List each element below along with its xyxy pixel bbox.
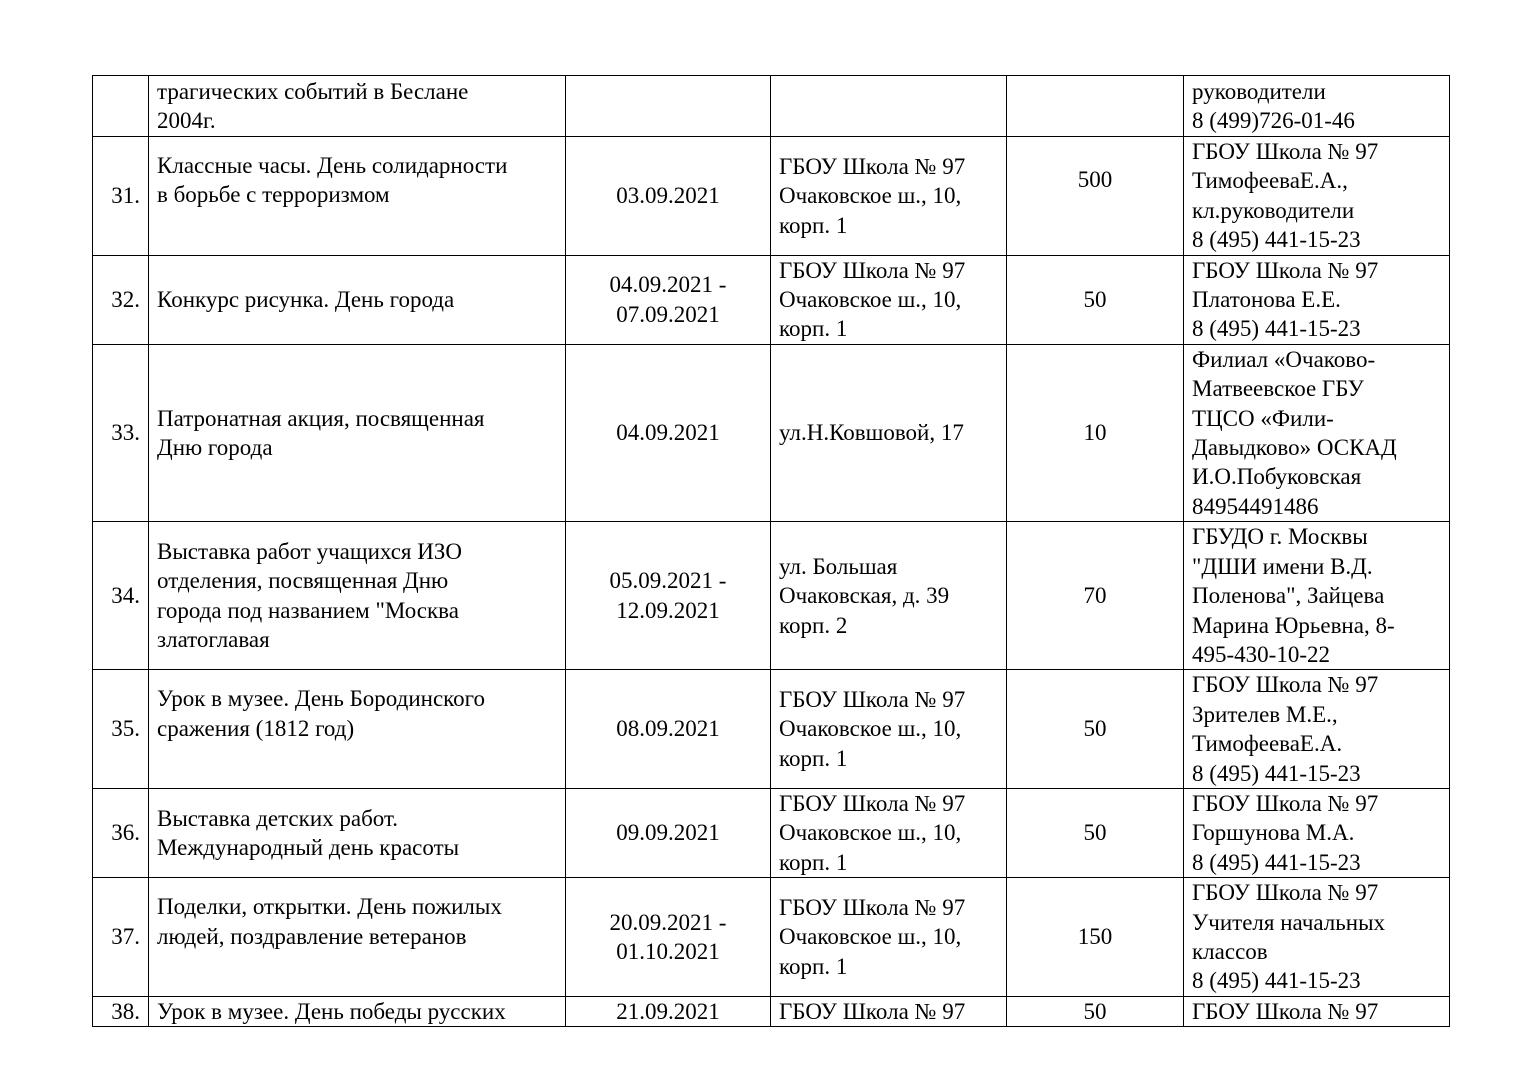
table-row: [93, 344, 1450, 521]
cell-event-name: [149, 255, 566, 344]
organizer-line: 84954491486: [1192, 493, 1319, 519]
organizer-line: ТЦСО «Фили-: [1192, 405, 1334, 431]
cell-organizer: [1184, 788, 1450, 877]
row-number: 31.: [111, 183, 140, 209]
cell-date: [566, 255, 771, 344]
participants-count: 500: [1077, 167, 1113, 192]
organizer-line: ТимофееваЕ.А.,: [1192, 168, 1348, 194]
organizer-line: ГБОУ Школа № 97: [1192, 998, 1379, 1024]
organizer-line: ГБОУ Школа № 97: [1192, 790, 1379, 816]
row-number: 35.: [111, 716, 140, 742]
cell-organizer: [1184, 996, 1450, 1026]
place-line: Очаковское ш., 10,: [779, 287, 962, 313]
event-name-line: людей, поздравление ветеранов: [157, 923, 467, 949]
cell-event-name: [149, 137, 566, 256]
organizer-line: ГБОУ Школа № 97: [1192, 880, 1379, 906]
date-line: 03.09.2021: [616, 183, 720, 209]
event-name-line: трагических событий в Беслане: [157, 78, 469, 104]
cell-place: [771, 522, 1007, 670]
organizer-line: ГБУДО г. Москвы: [1192, 524, 1368, 550]
event-name-line: отделения, посвященная Дню: [157, 568, 449, 594]
table-row: [93, 878, 1450, 997]
cell-date: [566, 996, 771, 1026]
date-line: 04.09.2021 -: [609, 272, 727, 298]
event-name-line: Международный день красоты: [157, 835, 460, 861]
event-name-line: златоглавая: [157, 627, 270, 653]
event-name-line: Урок в музее. День Бородинского: [157, 686, 486, 712]
participants-count: 10: [1083, 420, 1107, 446]
place-line: корп. 1: [779, 849, 848, 875]
place-line: Очаковское ш., 10,: [779, 183, 962, 209]
organizer-line: Матвеевское ГБУ: [1192, 376, 1364, 402]
place-line: корп. 1: [779, 745, 848, 771]
date-line: 07.09.2021: [616, 301, 720, 327]
row-number: 36.: [111, 820, 140, 846]
event-name-line: города под названием "Москва: [157, 597, 459, 623]
organizer-line: Горшунова М.А.: [1192, 820, 1355, 846]
organizer-line: Платонова Е.Е.: [1192, 287, 1341, 313]
event-name-line: Поделки, открытки. День пожилых: [157, 894, 502, 920]
cell-number: [93, 878, 149, 997]
organizer-line: 8 (495) 441-15-23: [1192, 760, 1361, 786]
cell-place: [771, 996, 1007, 1026]
cell-participants: [1007, 344, 1184, 521]
event-name-line: Дню города: [157, 435, 273, 461]
organizer-line: классов: [1192, 938, 1268, 964]
table-row: [93, 76, 1450, 137]
event-name-line: сражения (1812 год): [157, 715, 355, 741]
cell-participants: [1007, 788, 1184, 877]
row-number: 34.: [111, 583, 140, 609]
organizer-line: руководители: [1192, 78, 1326, 104]
place-line: Очаковское ш., 10,: [779, 924, 962, 950]
place-line: Очаковское ш., 10,: [779, 820, 962, 846]
cell-event-name: [149, 522, 566, 670]
organizer-line: Давыдково» ОСКАД: [1192, 435, 1397, 461]
place-line: ГБОУ Школа № 97: [779, 153, 966, 179]
place-line: ул. Большая: [779, 553, 898, 579]
cell-participants: [1007, 522, 1184, 670]
organizer-line: ГБОУ Школа № 97: [1192, 672, 1379, 698]
organizer-line: 8 (495) 441-15-23: [1192, 227, 1361, 253]
cell-number: [93, 996, 149, 1026]
cell-participants: [1007, 137, 1184, 256]
cell-organizer: [1184, 522, 1450, 670]
organizer-line: 8 (499)726-01-46: [1192, 108, 1355, 133]
events-table-body: [93, 76, 1450, 1027]
organizer-line: Марина Юрьевна, 8-: [1192, 612, 1395, 638]
event-name-line: Классные часы. День солидарности: [157, 153, 508, 178]
table-row: [93, 255, 1450, 344]
place-line: корп. 1: [779, 212, 848, 238]
cell-date: [566, 878, 771, 997]
place-line: ГБОУ Школа № 97: [779, 257, 966, 283]
organizer-line: кл.руководители: [1192, 197, 1355, 223]
date-line: 12.09.2021: [616, 597, 720, 623]
row-number: 32.: [111, 287, 140, 313]
table-row: [93, 522, 1450, 670]
event-name-line: Выставка работ учащихся ИЗО: [157, 538, 463, 564]
row-number: 38.: [111, 998, 140, 1024]
cell-organizer: [1184, 137, 1450, 256]
organizer-line: ТимофееваЕ.А.: [1192, 731, 1343, 757]
organizer-line: "ДШИ имени В.Д.: [1192, 553, 1373, 579]
cell-place: [771, 255, 1007, 344]
organizer-line: Зрителев М.Е.,: [1192, 701, 1338, 727]
cell-participants: [1007, 76, 1184, 137]
participants-count: 70: [1083, 583, 1107, 609]
event-name-line: Патронатная акция, посвященная: [157, 405, 485, 431]
table-row: [93, 788, 1450, 877]
table-row: [93, 137, 1450, 256]
cell-event-name: [149, 878, 566, 997]
participants-count: 50: [1083, 287, 1107, 313]
cell-organizer: [1184, 670, 1450, 789]
date-line: 09.09.2021: [616, 820, 720, 846]
date-line: 05.09.2021 -: [609, 568, 727, 594]
cell-place: [771, 670, 1007, 789]
cell-number: [93, 522, 149, 670]
organizer-line: Поленова", Зайцева: [1192, 583, 1385, 609]
place-line: ГБОУ Школа № 97: [779, 790, 966, 816]
cell-number: [93, 137, 149, 256]
cell-event-name: [149, 76, 566, 137]
organizer-line: 8 (495) 441-15-23: [1192, 316, 1361, 342]
participants-count: 50: [1083, 716, 1107, 742]
cell-number: [93, 344, 149, 521]
cell-event-name: [149, 670, 566, 789]
place-line: корп. 1: [779, 953, 848, 979]
cell-participants: [1007, 670, 1184, 789]
cell-organizer: [1184, 878, 1450, 997]
place-line: ГБОУ Школа № 97: [779, 687, 966, 713]
organizer-line: Филиал «Очаково-: [1192, 346, 1376, 372]
organizer-line: 8 (495) 441-15-23: [1192, 968, 1361, 994]
cell-place: [771, 76, 1007, 137]
cell-date: [566, 137, 771, 256]
cell-number: [93, 670, 149, 789]
participants-count: 50: [1083, 998, 1107, 1024]
organizer-line: Учителя начальных: [1192, 909, 1386, 935]
cell-event-name: [149, 344, 566, 521]
participants-count: 50: [1083, 820, 1107, 846]
place-line: корп. 1: [779, 316, 848, 342]
cell-participants: [1007, 996, 1184, 1026]
cell-number: [93, 255, 149, 344]
date-line: 21.09.2021: [616, 998, 720, 1024]
row-number: 37.: [111, 924, 140, 950]
event-name-line: Выставка детских работ.: [157, 805, 399, 831]
cell-event-name: [149, 788, 566, 877]
cell-date: [566, 788, 771, 877]
cell-date: [566, 344, 771, 521]
place-line: ул.Н.Ковшовой, 17: [779, 420, 964, 446]
place-line: корп. 2: [779, 612, 848, 638]
date-line: 08.09.2021: [616, 716, 720, 742]
cell-place: [771, 137, 1007, 256]
organizer-line: 495-430-10-22: [1192, 641, 1330, 667]
event-name-line: в борьбе с терроризмом: [157, 182, 390, 208]
cell-place: [771, 344, 1007, 521]
place-line: Очаковское ш., 10,: [779, 716, 962, 742]
organizer-line: ГБОУ Школа № 97: [1192, 257, 1379, 283]
cell-place: [771, 788, 1007, 877]
organizer-line: И.О.Побуковская: [1192, 464, 1362, 490]
cell-place: [771, 878, 1007, 997]
cell-date: [566, 76, 771, 137]
event-name-line: Урок в музее. День победы русских: [157, 998, 506, 1024]
cell-organizer: [1184, 344, 1450, 521]
date-line: 20.09.2021 -: [609, 909, 727, 935]
cell-organizer: [1184, 255, 1450, 344]
cell-participants: [1007, 255, 1184, 344]
row-number: 33.: [111, 420, 140, 446]
place-line: ГБОУ Школа № 97: [779, 894, 966, 920]
cell-date: [566, 522, 771, 670]
event-name-line: Конкурс рисунка. День города: [157, 287, 455, 313]
cell-organizer: [1184, 76, 1450, 137]
cell-participants: [1007, 878, 1184, 997]
cell-number: [93, 76, 149, 137]
event-name-line: 2004г.: [157, 108, 216, 133]
cell-date: [566, 670, 771, 789]
events-table: [92, 75, 1450, 1027]
table-row: [93, 996, 1450, 1026]
place-line: ГБОУ Школа № 97: [779, 998, 966, 1024]
date-line: 01.10.2021: [616, 938, 720, 964]
cell-event-name: [149, 996, 566, 1026]
participants-count: 150: [1077, 924, 1113, 950]
cell-number: [93, 788, 149, 877]
organizer-line: ГБОУ Школа № 97: [1192, 139, 1379, 164]
place-line: Очаковская, д. 39: [779, 583, 950, 609]
table-row: [93, 670, 1450, 789]
organizer-line: 8 (495) 441-15-23: [1192, 849, 1361, 875]
date-line: 04.09.2021: [616, 420, 720, 446]
